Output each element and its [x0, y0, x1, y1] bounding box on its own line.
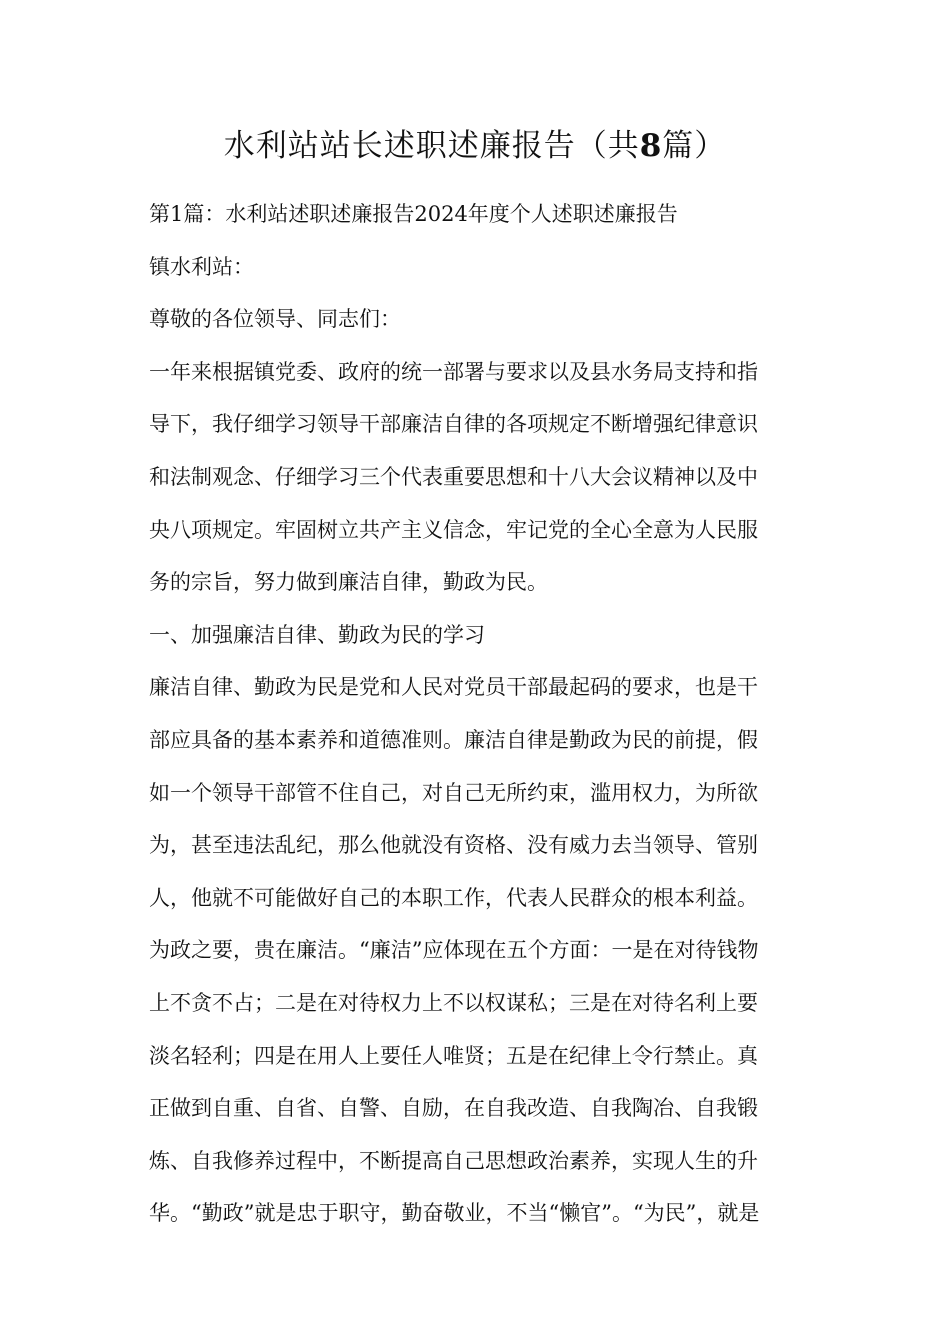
body-line: 一年来根据镇党委、政府的统一部署与要求以及县水务局支持和指 [149, 359, 758, 384]
body-line: 廉洁自律、勤政为民是党和人民对党员干部最起码的要求，也是干 [149, 675, 758, 700]
recipient-line: 镇水利站： [149, 254, 254, 279]
subheading-line: 一、加强廉洁自律、勤政为民的学习 [149, 622, 485, 647]
document-title [0, 124, 950, 168]
title-prefix: 水利站站长述职述廉报告（共 [223, 128, 640, 164]
body-line: 为，甚至违法乱纪，那么他就没有资格、没有威力去当领导、管别 [149, 833, 758, 858]
body-line: 炼、自我修养过程中，不断提高自己思想政治素养，实现人生的升 [149, 1148, 758, 1173]
body-line: 务的宗旨，努力做到廉洁自律，勤政为民。 [149, 570, 548, 595]
section-heading-1: 第1篇：水利站述职述廉报告2024年度个人述职述廉报告 [149, 202, 678, 226]
body-line: 部应具备的基本素养和道德准则。廉洁自律是勤政为民的前提，假 [149, 727, 758, 752]
body-line: 导下，我仔细学习领导干部廉洁自律的各项规定不断增强纪律意识 [149, 412, 758, 437]
body-line: 上不贪不占；二是在对待权力上不以权谋私；三是在对待名利上要 [149, 990, 758, 1015]
body-line: 华。“勤政”就是忠于职守，勤奋敬业，不当“懒官”。“为民”，就是 [149, 1201, 760, 1226]
body-line: 如一个领导干部管不住自己，对自己无所约束，滥用权力，为所欲 [149, 780, 758, 805]
body-line: 央八项规定。牢固树立共产主义信念，牢记党的全心全意为人民服 [149, 517, 758, 542]
body-line: 淡名轻利；四是在用人上要任人唯贤；五是在纪律上令行禁止。真 [149, 1043, 758, 1068]
body-line: 和法制观念、仔细学习三个代表重要思想和十八大会议精神以及中 [149, 464, 758, 489]
body-line: 人，他就不可能做好自己的本职工作，代表人民群众的根本利益。 [149, 885, 758, 910]
body-line: 正做到自重、自省、自警、自励，在自我改造、自我陶冶、自我锻 [149, 1096, 758, 1121]
document-body [149, 196, 799, 1248]
salutation-line: 尊敬的各位领导、同志们： [149, 307, 401, 332]
body-line: 为政之要，贵在廉洁。“廉洁”应体现在五个方面：一是在对待钱物 [149, 938, 759, 963]
title-suffix: 篇） [662, 128, 727, 164]
title-number: 8 [639, 128, 663, 164]
